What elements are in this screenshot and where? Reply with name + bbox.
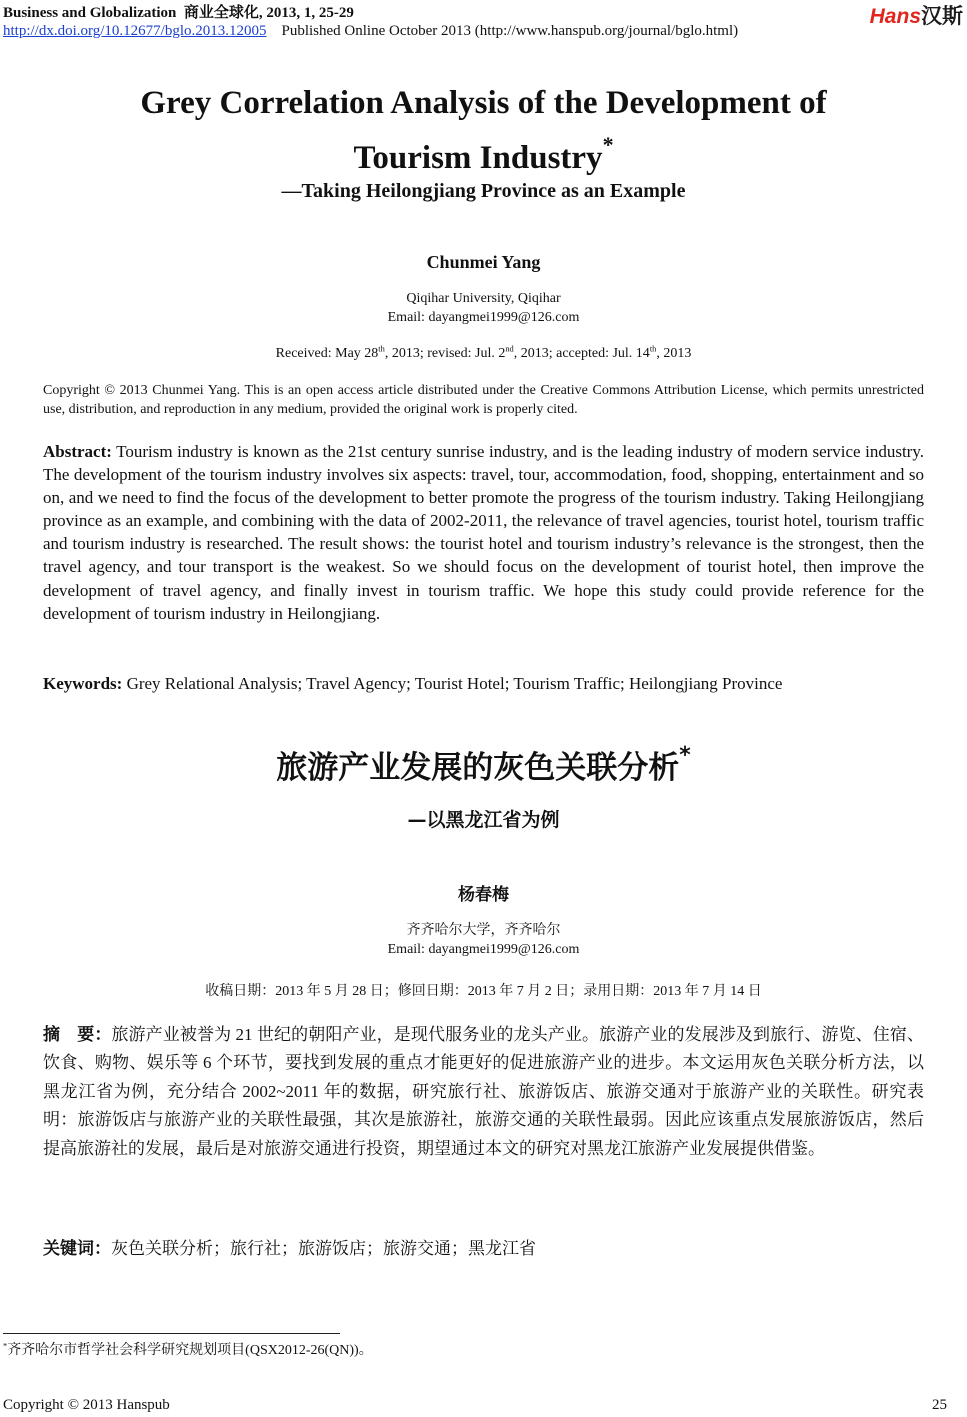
dates-en bbox=[0, 344, 967, 363]
published-online-text: Published Online October 2013 (http://www.hanspub.org/journal/bglo.html) bbox=[281, 23, 739, 39]
ordinal-suffix: nd bbox=[505, 344, 514, 354]
footer-copyright: Copyright © 2013 Hanspub bbox=[3, 1397, 170, 1413]
footnote bbox=[3, 1339, 373, 1359]
title-footnote-mark: * bbox=[602, 132, 614, 157]
title-line-2: Tourism Industry bbox=[353, 140, 603, 176]
doi-link[interactable]: http://dx.doi.org/10.12677/bglo.2013.12005 bbox=[3, 23, 267, 39]
email-en: Email: dayangmei1999@126.com bbox=[387, 310, 580, 325]
logo-text-en: Hans bbox=[869, 5, 921, 28]
paper-title-en bbox=[0, 82, 967, 179]
keywords-cn bbox=[43, 1237, 924, 1261]
footnote-mark: * bbox=[3, 1341, 8, 1351]
journal-name-en: Business and Globalization bbox=[3, 5, 177, 21]
dates-cn: 收稿日期：2013 年 5 月 28 日；修回日期：2013 年 7 月 2 日；录用日期：2013 年 7 月 14 日 bbox=[205, 984, 762, 999]
footnote-text: 齐齐哈尔市哲学社会科学研究规划项目(QSX2012-26(QN))。 bbox=[7, 1343, 373, 1358]
date-revised: , 2013; revised: Jul. 2 bbox=[384, 346, 506, 361]
keywords-en bbox=[43, 672, 924, 695]
subtitle-cn: —以黑龙江省为例 bbox=[407, 809, 560, 831]
author-name-en: Chunmei Yang bbox=[426, 252, 541, 272]
abstract-label-cn: 摘 要： bbox=[43, 1025, 112, 1045]
title-line-2-wrap bbox=[0, 124, 967, 179]
keywords-label-en: Keywords: bbox=[43, 674, 123, 693]
title-cn-footnote-mark: * bbox=[679, 743, 691, 768]
journal-header bbox=[3, 1, 354, 22]
abstract-label-en: Abstract: bbox=[43, 442, 112, 461]
hans-logo bbox=[870, 0, 963, 30]
email-cn: Email: dayangmei1999@126.com bbox=[387, 942, 580, 957]
title-line-1: Grey Correlation Analysis of the Development of bbox=[140, 85, 827, 121]
affiliation-block-en bbox=[0, 289, 967, 327]
abstract-text-en: Tourism industry is known as the 21st century sunrise industry, and is the leading industry of modern service industry. The development of the tourism industry involves six aspects: travel, tour, accommodation, food, shopping, entertainment and so on, and we need to find the focus of the development to better promote the progress of the tourism industry. Taking Heilongjiang province as an example, and combining with the data of 2002-2011, the relevance of travel agencies, tourist hotel, tourism traffic and tourism industry is researched. The result shows: the tourist hotel and tourism industry’s relevance is the strongest, then the travel agency, and tour transport is the weakest. So we should focus on the development of tourist hotel, then improve the development of travel agency, and finally invest in tourism traffic. We hope this study could provide reference for the development of tourism industry in Heilongjiang. bbox=[43, 442, 924, 623]
paper-title-cn bbox=[0, 742, 967, 787]
journal-name-cn: 商业全球化, 2013, 1, 25-29 bbox=[183, 5, 354, 21]
logo-text-cn: 汉斯 bbox=[921, 5, 963, 28]
keywords-label-cn: 关键词： bbox=[43, 1239, 111, 1259]
ordinal-suffix: th bbox=[649, 344, 657, 354]
abstract-cn bbox=[43, 1021, 924, 1163]
keywords-text-en: Grey Relational Analysis; Travel Agency; Tourist Hotel; Tourism Traffic; Heilongjiang Province bbox=[126, 674, 783, 693]
ordinal-suffix: th bbox=[378, 344, 385, 354]
affiliation-block-cn bbox=[0, 921, 967, 959]
abstract-text-cn: 旅游产业被誉为 21 世纪的朝阳产业，是现代服务业的龙头产业。旅游产业的发展涉及到旅行、游览、住宿、饮食、购物、娱乐等 6 个环节，要找到发展的重点才能更好的促进旅游产业的进步。本文运用灰色关联分析方法，以黑龙江省为例，充分结合 2002~2011 年的数据，研究旅行社、旅游饭店、旅游交通对于旅游产业的关联性。研究表明：旅游饭店与旅游产业的关联性最强，其次是旅游社，旅游交通的关联性最弱。因此应该重点发展旅游饭店，然后提高旅游社的发展，最后是对旅游交通进行投资，期望通过本文的研究对黑龙江旅游产业发展提供借鉴。 bbox=[43, 1025, 925, 1158]
author-name-cn: 杨春梅 bbox=[458, 885, 509, 905]
affiliation-cn: 齐齐哈尔大学，齐齐哈尔 bbox=[406, 923, 561, 938]
keywords-text-cn: 灰色关联分析；旅行社；旅游饭店；旅游交通；黑龙江省 bbox=[111, 1239, 536, 1258]
footnote-divider bbox=[3, 1333, 340, 1334]
title-cn-text: 旅游产业发展的灰色关联分析 bbox=[276, 750, 680, 786]
copyright-notice: Copyright © 2013 Chunmei Yang. This is an open access article distributed under the Creative Commons Attribution License, which permits unrestricted use, distribution, and reproduction in any medium, provided the original work is properly cited. bbox=[43, 383, 924, 417]
publication-line bbox=[3, 23, 738, 40]
affiliation-en: Qiqihar University, Qiqihar bbox=[406, 291, 561, 306]
subtitle-en: —Taking Heilongjiang Province as an Example bbox=[281, 180, 686, 202]
date-received: Received: May 28 bbox=[275, 346, 379, 361]
abstract-en bbox=[43, 440, 924, 625]
page-number: 25 bbox=[932, 1397, 947, 1413]
date-year: , 2013 bbox=[656, 346, 692, 361]
date-accepted: , 2013; accepted: Jul. 14 bbox=[513, 346, 650, 361]
